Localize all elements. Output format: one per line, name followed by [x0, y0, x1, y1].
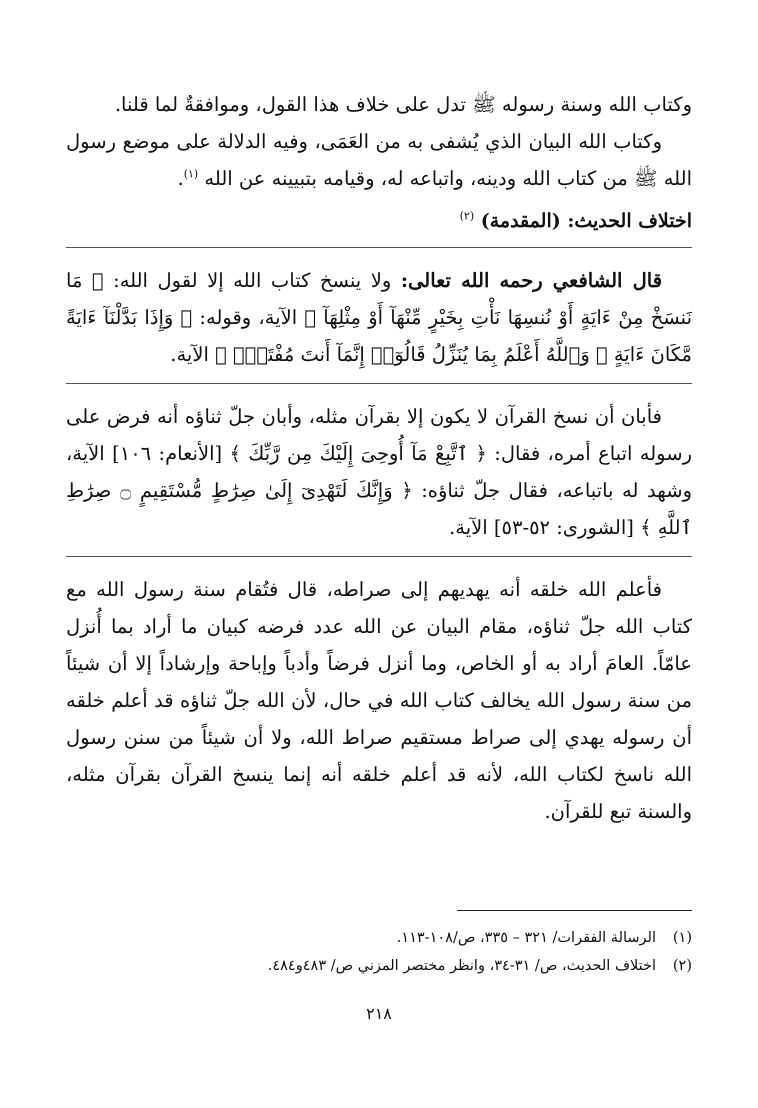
section-abrogation [66, 398, 692, 546]
opening-paragraph-end: . [177, 167, 184, 190]
section-sunnah [66, 571, 692, 830]
heading-text: اختلاف الحديث: (المقدمة) [480, 210, 692, 232]
opening-paragraph [66, 123, 692, 197]
footnote-item [66, 952, 692, 980]
heading-divider [66, 247, 692, 248]
shafii-text: ولا ينسخ كتاب الله إلا لقول الله: ﴿ مَا نَنسَخْ مِنْ ءَايَةٍ أَوْ نُنسِهَا نَأْتِ بِخَيْرٍ مِّنْهَآ أَوْ مِثْلِهَآ ﴾ الآية، وقوله: ﴿ وَإِذَا بَدَّلْنَآ ءَايَةً مَّكَانَ ءَايَةٍ ۙ وَٱللَّهُ أَعْلَمُ بِمَا يُنَزِّلُ قَالُوٓا۟ إِنَّمَآ أَنتَ مُفْتَرٍۭ ﴾ الآية. [66, 269, 692, 366]
section-heading [66, 205, 692, 237]
opening-paragraph-text: وكتاب الله البيان الذي يُشفى به من العَمَى، وفيه الدلالة على موضع رسول الله ﷺ من كتاب الله ودينه، واتباعه له، وقيامه بتبيينه عن الله [66, 130, 692, 190]
footnote-ref-2[interactable]: (٢) [459, 209, 475, 223]
speaker-label: قال الشافعي رحمه الله تعالى: [400, 269, 663, 292]
footnote-separator [457, 910, 692, 911]
opening-line: وكتاب الله وسنة رسوله ﷺ تدل على خلاف هذا القول، وموافقةٌ لما قلنا. [114, 93, 692, 116]
footnote-number: (٢) [672, 958, 692, 974]
opening-block [66, 86, 692, 197]
shafii-paragraph [66, 262, 692, 373]
footnote-text: الرسالة الفقرات/ ٣٢١ – ٣٣٥، ص/١٠٨-١١٣. [396, 930, 656, 946]
sunnah-paragraph: فأعلم الله خلقه أنه يهديهم إلى صراطه، قال فتُقام سنة رسول الله مع كتاب الله جلّ ثناؤه، مقام البيان عن الله عدد فرضه كبيان ما أراد بما أُنزل عامّاً. العامَ أراد به أو الخاص، وما أنزل فرضاً وأدباً وإباحة وإرشاداً إلا أن شيئاً من سنة رسول الله يخالف كتاب الله في حال، لأن الله جلّ ثناؤه قد أعلم خلقه أن رسوله يهدي إلى صراط مستقيم صراط الله، ولا أن شيئاً من سنن رسول الله ناسخ لكتاب الله، لأنه قد أعلم خلقه أنه إنما ينسخ القرآن بقرآن مثله، والسنة تبع للقرآن. [66, 578, 692, 823]
page-body [66, 86, 692, 1023]
footnote-item [66, 924, 692, 952]
footnote-ref-1[interactable]: (١) [183, 167, 199, 181]
section-divider-2 [66, 556, 692, 557]
section-divider-1 [66, 383, 692, 384]
footnote-text: اختلاف الحديث، ص/ ٣١-٣٤، وانظر مختصر المزني ص/ ٤٨٣و٤٨٤. [267, 958, 656, 974]
section-shafii [66, 262, 692, 373]
footnote-number: (١) [672, 930, 692, 946]
footnotes [66, 924, 692, 980]
abrogation-paragraph: فأبان أن نسخ القرآن لا يكون إلا بقرآن مثله، وأبان جلّ ثناؤه أنه فرض على رسوله اتباع أمره، فقال: ﴿ ٱتَّبِعْ مَآ أُوحِىَ إِلَيْكَ مِن رَّبِّكَ ﴾ [الأنعام: ١٠٦] الآية، وشهد له باتباعه، فقال جلّ ثناؤه: ﴿ وَإِنَّكَ لَتَهْدِىٓ إِلَىٰ صِرَٰطٍ مُّسْتَقِيمٍ ۝ صِرَٰطِ ٱللَّهِ ﴾ [الشورى: ٥٢-٥٣] الآية. [66, 405, 692, 539]
page-number: ٢١٨ [366, 1004, 392, 1023]
